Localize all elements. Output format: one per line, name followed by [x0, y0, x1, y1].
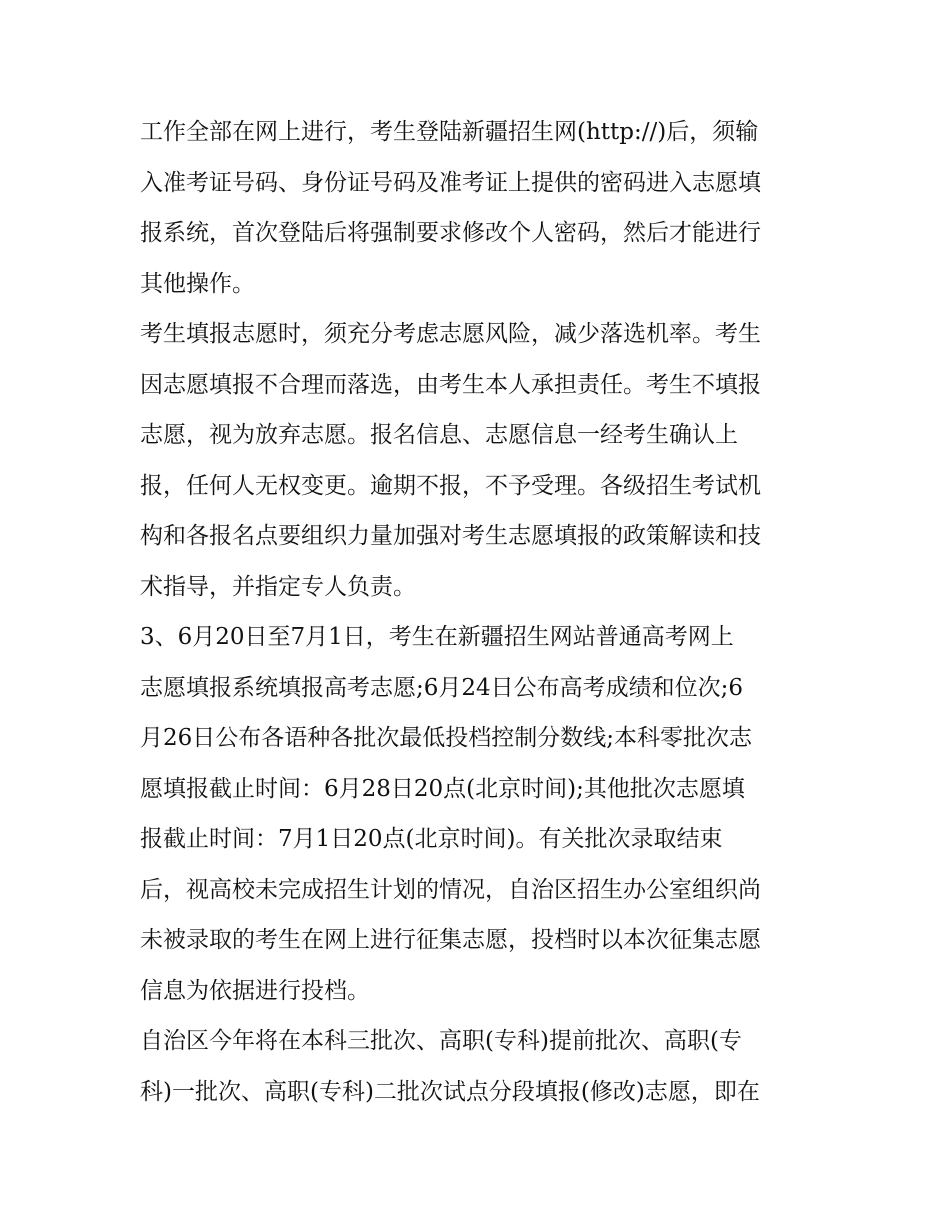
text-line-8: 报，任何人无权变更。逾期不报，不予受理。各级招生考试机	[140, 472, 761, 499]
text-line-16: 后，视高校未完成招生计划的情况，自治区招生办公室组织尚	[140, 876, 761, 903]
text-line-18: 信息为依据进行投档。	[140, 977, 370, 1004]
body-text	[140, 107, 820, 1117]
text-line-13: 月26日公布各语种各批次最低投档控制分数线;本科零批次志	[140, 725, 753, 751]
text-line-12: 志愿填报系统填报高考志愿;6月24日公布高考成绩和位次;6	[140, 674, 744, 701]
text-line-9: 构和各报名点要组织力量加强对考生志愿填报的政策解读和技	[140, 523, 761, 549]
text-line-1: 工作全部在网上进行，考生登陆新疆招生网(http://)后，须输	[140, 119, 759, 145]
text-line-2: 入准考证号码、身份证号码及准考证上提供的密码进入志愿填	[140, 169, 761, 196]
text-line-10: 术指导，并指定专人负责。	[140, 573, 416, 600]
text-line-3: 报系统，首次登陆后将强制要求修改个人密码，然后才能进行	[140, 220, 761, 246]
text-line-7: 志愿，视为放弃志愿。报名信息、志愿信息一经考生确认上	[140, 422, 738, 448]
text-line-17: 未被录取的考生在网上进行征集志愿，投档时以本次征集志愿	[140, 927, 761, 953]
text-line-20: 科)一批次、高职(专科)二批次试点分段填报(修改)志愿，即在	[140, 1078, 760, 1105]
text-line-14: 愿填报截止时间：6月28日20点(北京时间);其他批次志愿填	[140, 775, 745, 802]
text-line-19: 自治区今年将在本科三批次、高职(专科)提前批次、高职(专	[140, 1028, 742, 1054]
text-line-5: 考生填报志愿时，须充分考虑志愿风险，减少落选机率。考生	[140, 321, 761, 347]
text-line-4: 其他操作。	[140, 270, 255, 297]
text-line-15: 报截止时间：7月1日20点(北京时间)。有关批次录取结束	[140, 826, 723, 852]
text-line-11: 3、6月20日至7月1日，考生在新疆招生网站普通高考网上	[140, 624, 734, 650]
text-line-6: 因志愿填报不合理而落选，由考生本人承担责任。考生不填报	[140, 371, 761, 398]
